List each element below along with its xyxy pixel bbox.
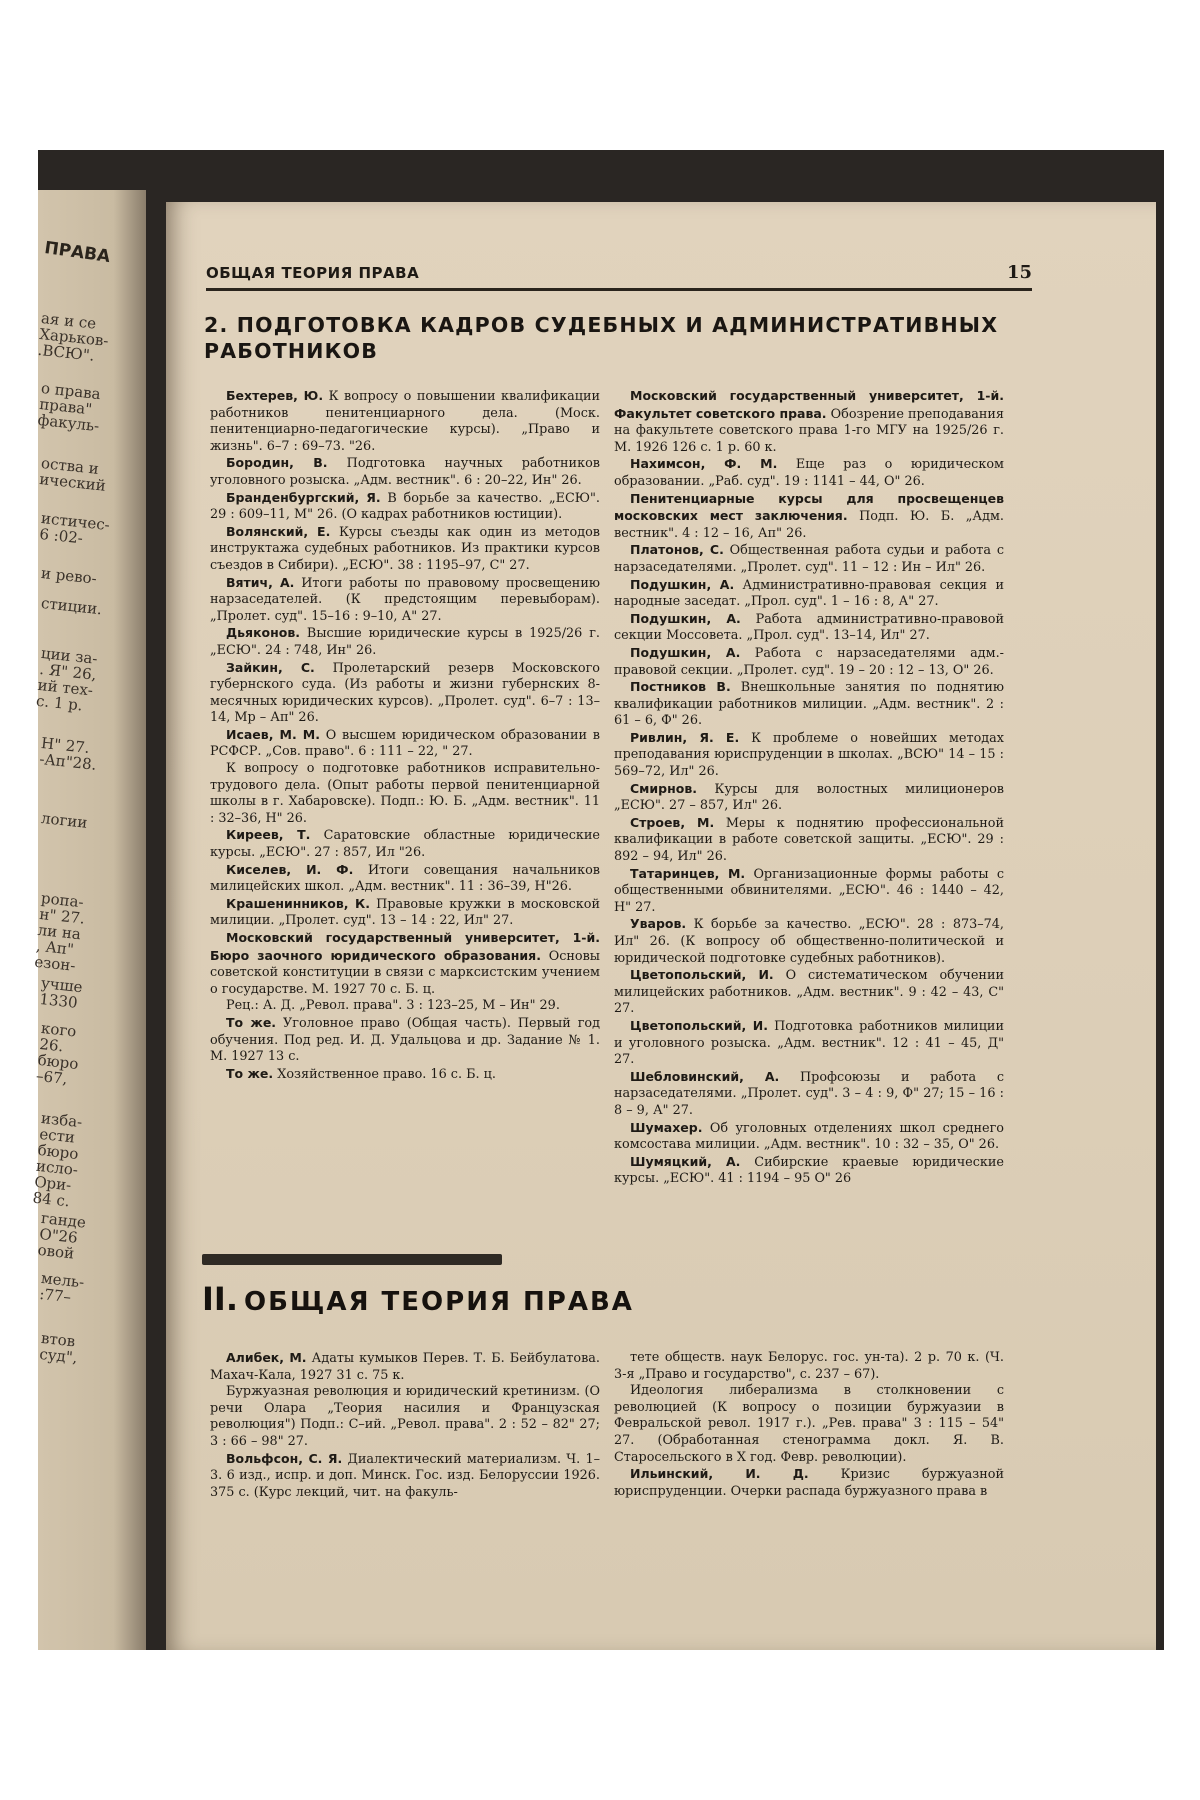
bibliography-entry	[210, 455, 600, 489]
entry-author: Нахимсон, Ф. М.	[630, 456, 778, 472]
entry-author: То же.	[226, 1065, 274, 1081]
bibliography-entry	[614, 1069, 1004, 1120]
bibliography-column-2	[614, 388, 1004, 1188]
entry-text: Еще раз о юридическом образовании. „Раб. суд". 19 : 1141 – 44, О" 26.	[614, 457, 1004, 489]
entry-text: К борьбе за качество. „ЕСЮ". 28 : 873–74, Ил" 26. (К вопросу об общественно-политической и юридической подготовке судебных работников).	[614, 917, 1004, 966]
bibliography-entry	[210, 727, 600, 761]
entry-text: Об уголовных отделениях школ среднего комсостава милиции. „Адм. вестник". 10 : 32 – 35, О" 26.	[614, 1120, 1004, 1153]
bibliography-entry	[210, 1384, 600, 1450]
bibliography-entry	[210, 625, 600, 659]
entry-author: Алибек, М.	[226, 1350, 307, 1365]
entry-text: Подготовка работников милиции и уголовного розыска. „Адм. вестник". 12 : 41 – 45, Д" 27.	[614, 1018, 1004, 1068]
bibliography-entry	[614, 1120, 1004, 1154]
bibliography-column-4	[614, 1350, 1004, 1500]
bibliography-entry	[210, 930, 600, 998]
bibliography-entry	[210, 1066, 600, 1084]
entry-author: Вятич, А.	[226, 574, 295, 590]
bibliography-entry	[614, 645, 1004, 679]
entry-text: Уголовное право (Общая часть). Первый год обучения. Под ред. И. Д. Удальцова и др. Задание № 1. М. 1927 13 с.	[210, 1015, 600, 1065]
entry-author: Ильинский, И. Д.	[630, 1466, 809, 1482]
entry-text: О систематическом обучении милицейских работников. „Адм. вестник". 9 : 42 – 43, С" 27.	[614, 968, 1004, 1017]
entry-text: Курсы съезды как один из методов инструктажа судебных работников. Из практики курсов съездов в Сибири). „ЕСЮ". 38 : 1195–97, С" 27.	[210, 524, 601, 573]
entry-author: Татаринцев, М.	[630, 865, 746, 881]
bibliography-entry	[210, 388, 600, 455]
bibliography-entry	[614, 1383, 1004, 1466]
entry-author: Киреев, Т.	[226, 827, 311, 843]
bibliography-entry	[210, 862, 600, 896]
entry-text: О высшем юридическом образовании в РСФСР. „Сов. право". 6 : 111 – 22, " 27.	[210, 727, 600, 760]
entry-text: Профсоюзы и работа с нарзаседателями. „Пролет. суд". 3 – 4 : 9, Ф" 27; 15 – 16 : 8 – 9, А" 27.	[614, 1069, 1004, 1118]
entry-text: Подготовка научных работников уголовного розыска. „Адм. вестник". 6 : 20–22, Ин" 26.	[210, 456, 600, 488]
bibliography-entry	[614, 542, 1004, 576]
entry-text: Адаты кумыков Перев. Т. Б. Бейбулатова. Махач-Кала, 1927 31 с. 75 к.	[210, 1351, 600, 1383]
bibliography-entry	[614, 815, 1004, 866]
part-title-text: ОБЩАЯ ТЕОРИЯ ПРАВА	[243, 1287, 634, 1317]
bibliography-entry	[210, 896, 600, 930]
running-header	[206, 262, 1032, 291]
entry-author: Постников В.	[630, 679, 731, 695]
bibliography-entry	[614, 491, 1004, 543]
entry-author: Шебловинский, А.	[630, 1068, 780, 1084]
entry-author: Бехтерев, Ю.	[226, 388, 324, 403]
entry-author: Вольфсон, С. Я.	[226, 1450, 343, 1466]
entry-author: Крашенинников, К.	[226, 895, 370, 911]
entry-author: Бородин, В.	[226, 455, 328, 471]
entry-text: Саратовские областные юридические курсы. „ЕСЮ". 27 : 857, Ил "26.	[210, 828, 600, 861]
entry-author: Цветопольский, И.	[630, 967, 774, 983]
left-page-fragment: втов суд",	[38, 1329, 79, 1367]
left-page-fragment: логии	[40, 809, 89, 832]
part-roman-numeral: II.	[202, 1280, 238, 1318]
running-title: ОБЩАЯ ТЕОРИЯ ПРАВА	[206, 264, 420, 282]
entry-author: Ривлин, Я. Е.	[630, 729, 740, 745]
bibliography-entry	[210, 524, 600, 575]
entry-text: Организационные формы работы с общественными обвинителями. „ЕСЮ". 46 : 1440 – 42, Н" 27.	[614, 866, 1004, 915]
page-number: 15	[1006, 262, 1032, 283]
entry-text: К проблеме о новейших методах преподавания юриспруденции в школах. „ВСЮ" 14 – 15 : 569–72, Ил" 26.	[614, 730, 1004, 780]
entry-text: Высшие юридические курсы в 1925/26 г. „ЕСЮ". 24 : 748, Ин" 26.	[210, 626, 600, 658]
entry-author: Исаев, М. М.	[226, 726, 320, 742]
entry-text: Диалектический материализм. Ч. 1–3. 6 изд., испр. и доп. Минск. Гос. изд. Белоруссии 1926. 375 с. (Курс лекций, чит. на факуль-	[210, 1451, 600, 1500]
bibliography-entry	[614, 730, 1004, 781]
left-page-fragment: кого 26. бюро –67,	[35, 1019, 80, 1088]
bibliography-entry	[614, 1466, 1004, 1500]
entry-author: Смирнов.	[630, 780, 697, 796]
bibliography-entry	[614, 967, 1004, 1018]
part-title	[202, 1280, 902, 1318]
entry-text: Административно-правовая секция и народные заседат. „Прол. суд". 1 – 16 : 8, А" 27.	[614, 577, 1004, 610]
entry-text: Буржуазная революция и юридический кретинизм. (О речи Олара „Теория насилия и Французская революция") Подп.: С–ий. „Револ. права". 2 : 52 – 82" 27; 3 : 66 – 98" 27.	[210, 1384, 600, 1449]
entry-author: Цветопольский, И.	[630, 1017, 768, 1033]
entry-text: Кризис буржуазной юриспруденции. Очерки распада буржуазного права в	[614, 1467, 1004, 1499]
entry-author: То же.	[226, 1014, 277, 1030]
bibliography-entry	[614, 1018, 1004, 1069]
left-page-fragment: ропа- н" 27. ли на , Ап" езон-	[33, 889, 86, 975]
bibliography-entry	[614, 1154, 1004, 1188]
left-page-fragment: о права права" факуль-	[36, 379, 102, 436]
entry-author: Бранденбургский, Я.	[226, 489, 381, 505]
entry-author: Киселев, И. Ф.	[226, 861, 354, 877]
bibliography-entry	[614, 611, 1004, 645]
entry-author: Дьяконов.	[226, 625, 301, 641]
entry-text: Основы советской конституции в связи с марксистским учением о государстве. М. 1927 70 с. Б. ц.	[210, 948, 600, 997]
entry-text: Идеология либерализма в столкновении с революцией (К вопросу о позиции буржуазии в Февральской револ. 1917 г.). „Рев. права" 3 : 115 – 54" 27. (Обработанная стенограмма докл. Я. В. Старосельского в Х год. Февр. революции).	[614, 1383, 1004, 1465]
left-page-fragment: мель- :77–	[38, 1269, 86, 1307]
part-divider-bar	[202, 1254, 502, 1265]
bibliography-entry	[210, 1451, 600, 1502]
entry-text: Рец.: А. Д. „Револ. права". 3 : 123–25, М – Ин" 29.	[226, 998, 560, 1014]
bibliography-entry	[210, 761, 600, 827]
entry-author: Московский государственный университет, 1-й. Бюро заочного юридического образования.	[210, 930, 600, 963]
bibliography-entry	[614, 456, 1004, 490]
bibliography-entry	[210, 1350, 600, 1384]
bibliography-entry	[614, 577, 1004, 611]
entry-text: Пролетарский резерв Московского губернского суда. (Из работы и жизни губернских 8-месячных юридических курсов). „Пролет. суд". 6–7 : 13–14, Мр – Ап" 26.	[210, 660, 600, 726]
bibliography-entry	[210, 827, 600, 861]
entry-author: Шумяцкий, А.	[630, 1153, 741, 1169]
entry-text: Работа административно-правовой секции Моссовета. „Прол. суд". 13–14, Ил" 27.	[614, 611, 1004, 644]
left-page-fragment: и рево-	[40, 564, 98, 588]
entry-text: Сибирские краевые юридические курсы. „ЕСЮ". 41 : 1194 – 95 О" 26	[614, 1154, 1004, 1187]
entry-text: Обозрение преподавания на факультете советского права 1-го МГУ на 1925/26 г. М. 1926 126 с. 1 р. 60 к.	[614, 406, 1004, 455]
entry-author: Пенитенциарные курсы для просвещенцев московских мест заключения.	[614, 490, 1004, 524]
bibliography-entry	[614, 781, 1004, 815]
entry-author: Подушкин, А.	[630, 644, 741, 660]
left-page	[31, 190, 146, 1650]
entry-text: Правовые кружки в московской милиции. „Пролет. суд". 13 – 14 : 22, Ил" 27.	[210, 896, 600, 929]
left-page-fragment: истичес- 6 :02-	[38, 509, 111, 548]
book-photo	[31, 150, 1164, 1650]
entry-text: Внешкольные занятия по поднятию квалификации работников милиции. „Адм. вестник". 2 : 61 – 6, Ф" 26.	[614, 680, 1004, 729]
entry-author: Строев, М.	[630, 814, 715, 830]
entry-text: К вопросу о подготовке работников исправительно-трудового дела. (Опыт работы первой пенитенциарной школы в г. Хабаровске). Подп.: Ю. Б. „Адм. вестник". 11 : 32–36, Н" 26.	[210, 761, 600, 826]
entry-text: В борьбе за качество. „ЕСЮ". 29 : 609–11, М" 26. (О кадрах работников юстиции).	[210, 490, 600, 523]
entry-text: Подп. Ю. Б. „Адм. вестник". 4 : 12 – 16, Ап" 26.	[614, 509, 1004, 541]
entry-author: Подушкин, А.	[630, 610, 741, 626]
bibliography-column-3	[210, 1350, 600, 1501]
bibliography-entry	[210, 998, 600, 1015]
entry-author: Волянский, Е.	[226, 523, 331, 539]
entry-author: Московский государственный университет, 1-й. Факультет советского права.	[614, 388, 1004, 421]
entry-text: К вопросу о повышении квалификации работников пенитенциарного дела. (Моск. пенитенциарно-педагогические курсы). „Право и жизнь". 6–7 : 69–73. "26.	[210, 389, 600, 454]
entry-text: Хозяйственное право. 16 с. Б. ц.	[273, 1066, 496, 1082]
bibliography-entry	[210, 490, 600, 524]
bibliography-entry	[614, 388, 1004, 456]
left-page-fragment: Н" 27. -Ап"28.	[38, 734, 98, 774]
entry-text: тете обществ. наук Белорус. гос. ун-та). 2 р. 70 к. (Ч. 3-я „Право и государство", с. 237 – 67).	[614, 1350, 1004, 1382]
entry-author: Зайкин, С.	[226, 659, 315, 675]
bibliography-entry	[210, 575, 600, 626]
bibliography-entry	[614, 679, 1004, 730]
entry-text: Итоги работы по правовому просвещению нарзаседателей. (К предстоящим перевыборам). „Пролет. суд". 15–16 : 9–10, А" 27.	[210, 575, 601, 624]
bibliography-entry	[614, 916, 1004, 967]
entry-text: Работа с нарзаседателями адм.-правовой секции. „Пролет. суд". 19 – 20 : 12 – 13, О" 26.	[614, 645, 1004, 678]
left-page-fragment: изба- ести бюро исло- Ори- 84 с.	[31, 1109, 84, 1211]
entry-text: Общественная работа судьи и работа с нарзаседателями. „Пролет. суд". 11 – 12 : Ин – Ил" 26.	[614, 543, 1004, 575]
left-page-fragment: учше 1330	[38, 974, 84, 1012]
right-page	[166, 202, 1156, 1650]
left-page-fragment: ая и се Харьков- .ВСЮ".	[36, 309, 110, 365]
entry-author: Шумахер.	[630, 1119, 703, 1135]
left-page-running-title: ПРАВА	[43, 238, 112, 267]
bibliography-entry	[614, 866, 1004, 917]
section-title: 2. ПОДГОТОВКА КАДРОВ СУДЕБНЫХ И АДМИНИСТРАТИВНЫХ РАБОТНИКОВ	[204, 313, 999, 363]
entry-author: Платонов, С.	[630, 542, 724, 558]
entry-author: Уваров.	[630, 916, 687, 932]
entry-text: Меры к поднятию профессиональной квалификации в работе советской защиты. „ЕСЮ". 29 : 892 – 94, Ил" 26.	[614, 815, 1004, 865]
bibliography-entry	[210, 660, 600, 727]
left-page-fragment: ганде О"26 овой	[36, 1209, 87, 1263]
bibliography-entry	[614, 1350, 1004, 1383]
left-page-fragment: ции за- . Я" 26, ий тех- с. 1 р.	[35, 644, 99, 715]
entry-text: Итоги совещания начальников милицейских школ. „Адм. вестник". 11 : 36–39, Н"26.	[210, 862, 600, 895]
left-page-fragment: стиции.	[40, 594, 103, 619]
entry-text: Курсы для волостных милиционеров „ЕСЮ". 27 – 857, Ил" 26.	[614, 781, 1004, 814]
entry-author: Подушкин, А.	[630, 576, 735, 592]
left-page-fragment: оства и ический	[38, 454, 107, 495]
bibliography-entry	[210, 1015, 600, 1066]
bibliography-column-1	[210, 388, 600, 1083]
